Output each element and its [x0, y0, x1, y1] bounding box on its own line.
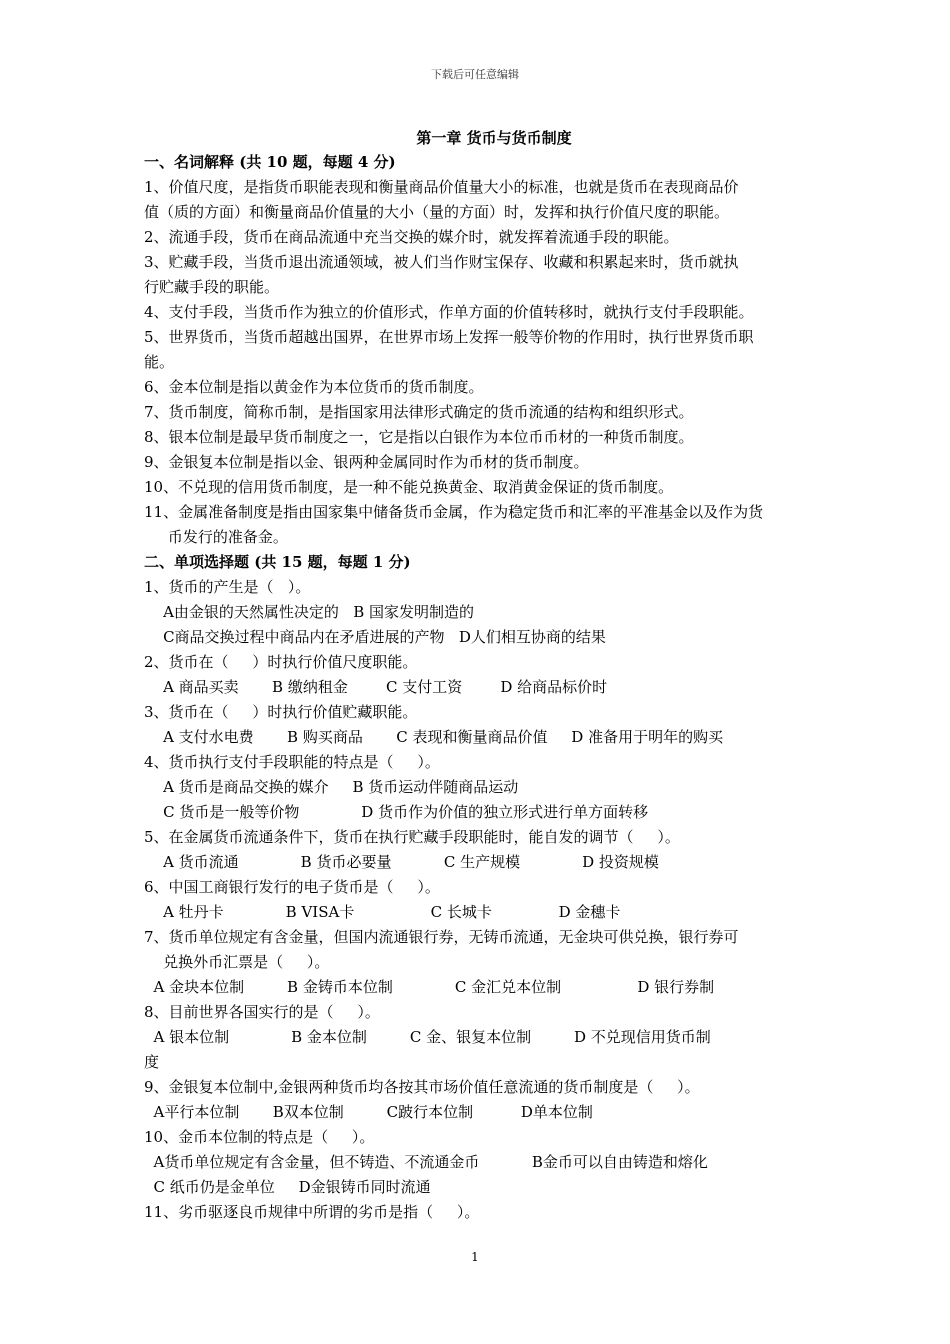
text-line: 度 — [144, 1053, 160, 1071]
text-line: 行贮藏手段的职能。 — [144, 278, 280, 296]
text-line: A 金块本位制 B 金铸币本位制 C 金汇兑本位制 D 银行券制 — [144, 978, 715, 996]
chapter-title: 第一章 货币与货币制度 — [416, 129, 572, 147]
text-line: 4、支付手段，当货币作为独立的价值形式，作单方面的价值转移时，就执行支付手段职能。 — [144, 303, 754, 321]
text-line: 9、金银复本位制中,金银两种货币均各按其市场价值任意流通的货币制度是（ ）。 — [144, 1078, 700, 1096]
section-heading: 二、单项选择题 (共 15 题，每题 1 分) — [144, 553, 411, 571]
text-line: C 货币是一般等价物 D 货币作为价值的独立形式进行单方面转移 — [144, 803, 649, 821]
text-line: A货币单位规定有含金量，但不铸造、不流通金币 B金币可以自由铸造和熔化 — [144, 1153, 708, 1171]
text-line: 值（质的方面）和衡量商品价值量的大小（量的方面）时，发挥和执行价值尺度的职能。 — [144, 203, 730, 221]
text-line: A 支付水电费 B 购买商品 C 表现和衡量商品价值 D 准备用于明年的购买 — [144, 728, 724, 746]
text-line: 8、目前世界各国实行的是（ ）。 — [144, 1003, 380, 1021]
text-line: 3、货币在（ ）时执行价值贮藏职能。 — [144, 703, 418, 721]
document-lines — [144, 150, 844, 1225]
text-line: A 银本位制 B 金本位制 C 金、银复本位制 D 不兑现信用货币制 — [144, 1028, 711, 1046]
text-line: 9、金银复本位制是指以金、银两种金属同时作为币材的货币制度。 — [144, 453, 589, 471]
text-line: A 商品买卖 B 缴纳租金 C 支付工资 D 给商品标价时 — [144, 678, 608, 696]
text-line: 10、金币本位制的特点是（ ）。 — [144, 1128, 375, 1146]
text-line: 3、贮藏手段，当货币退出流通领域，被人们当作财宝保存、收藏和积累起来时，货币就执 — [144, 253, 739, 271]
text-line: 11、金属准备制度是指由国家集中储备货币金属，作为稳定货币和汇率的平准基金以及作为货 — [144, 503, 764, 521]
page-header: 下载后可任意编辑 — [431, 68, 519, 81]
text-line: 兑换外币汇票是（ ）。 — [144, 953, 330, 971]
text-line: 11、劣币驱逐良币规律中所谓的劣币是指（ ）。 — [144, 1203, 480, 1221]
text-line: 能。 — [144, 353, 175, 371]
text-line: 1、价值尺度，是指货币职能表现和衡量商品价值量大小的标准，也就是货币在表现商品价 — [144, 178, 739, 196]
text-line: A 牡丹卡 B VISA卡 C 长城卡 D 金穗卡 — [144, 903, 621, 921]
text-line: 5、世界货币，当货币超越出国界，在世界市场上发挥一般等价物的作用时，执行世界货币职 — [144, 328, 754, 346]
text-line: A 货币流通 B 货币必要量 C 生产规模 D 投资规模 — [144, 853, 659, 871]
text-line: C 纸币仍是金单位 D金银铸币同时流通 — [144, 1178, 431, 1196]
text-line: 6、金本位制是指以黄金作为本位货币的货币制度。 — [144, 378, 484, 396]
document-body — [144, 126, 844, 1225]
text-line: 2、流通手段，货币在商品流通中充当交换的媒介时，就发挥着流通手段的职能。 — [144, 228, 679, 246]
text-line: 8、银本位制是最早货币制度之一，它是指以白银作为本位币币材的一种货币制度。 — [144, 428, 694, 446]
text-line: 2、货币在（ ）时执行价值尺度职能。 — [144, 653, 418, 671]
text-line: 1、货币的产生是（ ）。 — [144, 578, 311, 596]
text-line: 4、货币执行支付手段职能的特点是（ ）。 — [144, 753, 440, 771]
text-line: A由金银的天然属性决定的 B 国家发明制造的 — [144, 603, 475, 621]
text-line: 7、货币单位规定有含金量，但国内流通银行券，无铸币流通，无金块可供兑换，银行券可 — [144, 928, 739, 946]
text-line: 6、中国工商银行发行的电子货币是（ ）。 — [144, 878, 440, 896]
text-line: 5、在金属货币流通条件下，货币在执行贮藏手段职能时，能自发的调节（ ）。 — [144, 828, 680, 846]
text-line: C商品交换过程中商品内在矛盾进展的产物 D人们相互协商的结果 — [144, 628, 606, 646]
text-line: 币发行的准备金。 — [144, 528, 288, 546]
page-number: 1 — [471, 1250, 479, 1264]
section-heading: 一、名词解释 (共 10 题，每题 4 分) — [144, 153, 396, 171]
text-line: A 货币是商品交换的媒介 B 货币运动伴随商品运动 — [144, 778, 519, 796]
text-line: 7、货币制度，简称币制，是指国家用法律形式确定的货币流通的结构和组织形式。 — [144, 403, 694, 421]
text-line: 10、不兑现的信用货币制度，是一种不能兑换黄金、取消黄金保证的货币制度。 — [144, 478, 674, 496]
text-line: A平行本位制 B双本位制 C跛行本位制 D单本位制 — [144, 1103, 593, 1121]
